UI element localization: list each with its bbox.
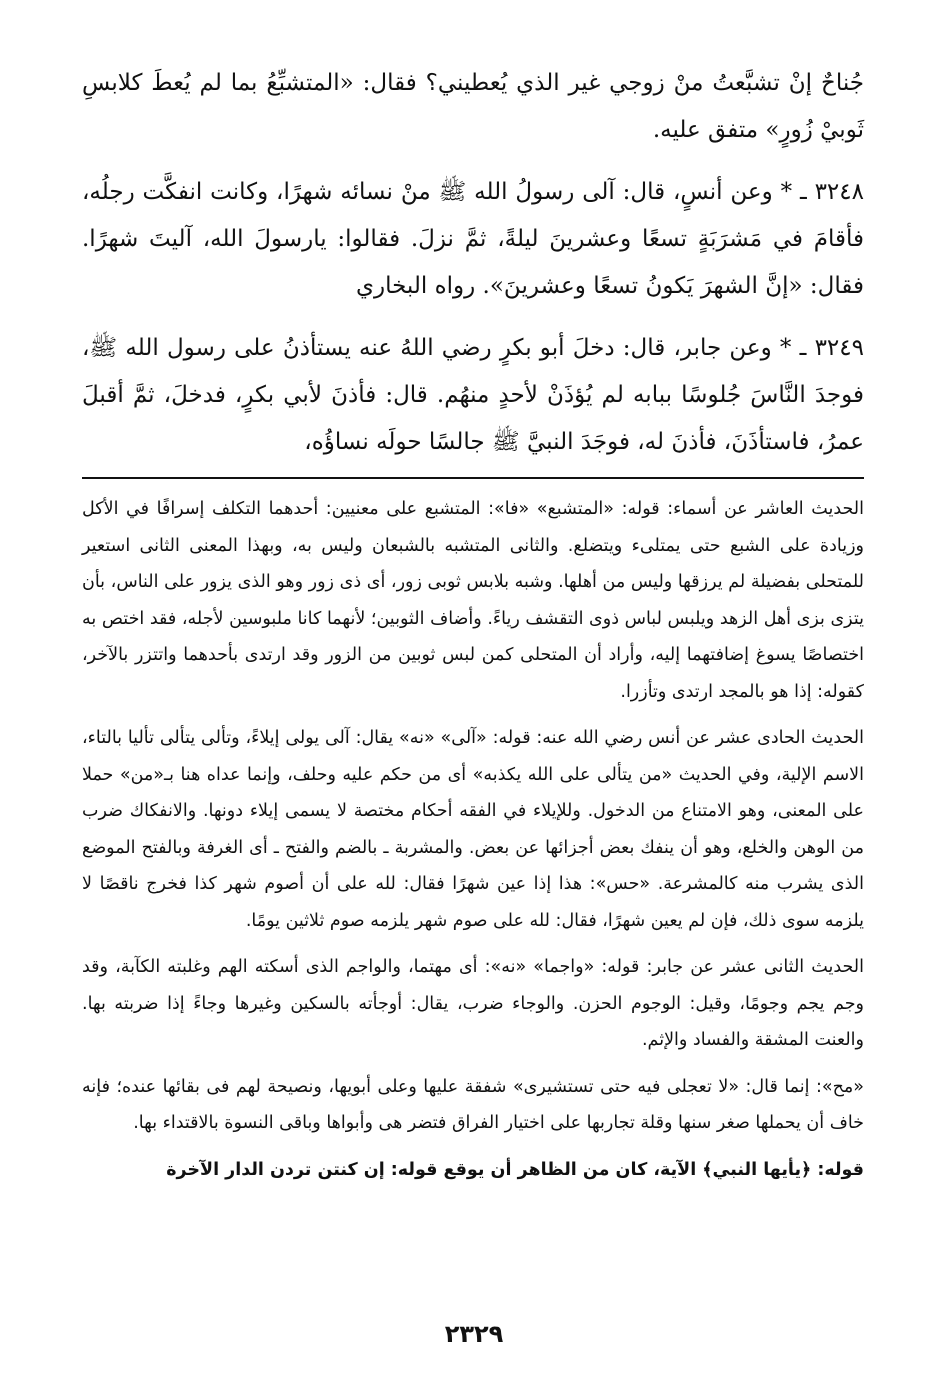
note-quran-verse: قوله: ﴿يأيها النبي﴾ الآية، كان من الظاهر أن يوقع قوله: إن كنتن تردن الدار الآخرة [166, 1159, 864, 1180]
hadith-text [82, 60, 864, 466]
commentary-notes [82, 491, 864, 1188]
hadith-paragraph-3249: ٣٢٤٩ ـ * وعن جابر، قال: دخلَ أبو بكرٍ رضي اللهُ عنه يستأذنُ على رسول الله ﷺ، فوجدَ النَّاسَ جُلوسًا ببابه لم يُؤذَنْ لأحدٍ منهُم. قال: فأذنَ لأبي بكرٍ، فدخلَ، ثمَّ أقبلَ عمرُ، فاستأذَنَ، فأذنَ له، فوجَدَ النبيَّ ﷺ جالسًا حولَه نساؤُه، [82, 335, 864, 455]
note-twelfth-hadith: الحديث الثانى عشر عن جابر: قوله: «واجما» «نه»: أى مهتما، والواجم الذى أسكته الهم وغلبته الكآبة، وقد وجم يجم وجومًا، وقيل: الوجوم الحزن. والوجاء ضرب، يقال: أوجأته بالسكين وغيرها وجاءً إذا ضربته بها. والعنت المشقة والفساد والإثم. [82, 957, 864, 1050]
note-tenth-hadith: الحديث العاشر عن أسماء: قوله: «المتشبع» «فا»: المتشبع على معنيين: أحدهما التكلف إسرافًا في الأكل وزيادة على الشبع حتى يمتلىء ويتضلع. والثانى المتشبه بالشبعان وليس به، وبهذا المعنى الثانى استعير للمتحلى بفضيلة لم يرزقها وليس من أهلها. وشبه بلابس ثوبى زور، أى ذى زور وهو الذى يزور على الناس، بأن يتزى بزى أهل الزهد ويلبس لباس ذوى التقشف رياءً. وأضاف الثوبين؛ لأنهما كانا ملبوسين لأجله، فقد اختص به اختصاصًا يسوغ إضافتهما إليه، وأراد أن المتحلى كمن لبس ثوبين من الزور وقد ارتدى بأحدهما واتتزر بالآخر، كقوله: إذا هو بالمجد ارتدى وتأزرا. [82, 499, 864, 702]
note-eleventh-hadith: الحديث الحادى عشر عن أنس رضي الله عنه: قوله: «آلى» «نه» يقال: آلى يولى إيلاءً، وتألى يتألى تأليا بالتاء، الاسم الإلية، وفي الحديث «من يتألى على الله يكذبه» أى من حكم عليه وحلف، وإنما عداه هنا بـ«من» حملا على المعنى، وهو الامتناع من الدخول. وللإيلاء في الفقه أحكام مختصة لا يسمى إيلاء دونها. والانفكاك ضرب من الوهن والخلع، وهو أن ينفك بعض أجزائها عن بعض. والمشربة ـ بالضم والفتح ـ أى الغرفة وبالفتح الموضع الذى يشرب منه كالمشرعة. «حس»: هذا إذا عين شهرًا فقال: لله على أن أصوم شهر كذا فخرج ناقصًا لا يلزمه سوى ذلك، فإن لم يعين شهرًا، فقال: لله على صوم شهر يلزمه صوم ثلاثين يومًا. [82, 728, 864, 931]
page-number: ٢٣٢٩ [444, 1320, 504, 1348]
note-mh: «مح»: إنما قال: «لا تعجلى فيه حتى تستشيرى» شفقة عليها وعلى أبويها، ونصيحة لهم فى بقائها عنده؛ فإنه خاف أن يحملها صغر سنها وقلة تجاربها على اختيار الفراق فتضر هى وأبواها وباقى النسوة بالاقتداء بها. [82, 1076, 864, 1133]
footnote-divider [82, 477, 864, 479]
hadith-paragraph-continuation: جُناحٌ إنْ تشبَّعتُ منْ زوجي غير الذي يُعطيني؟ فقال: «المتشبِّعُ بما لم يُعطَ كلابسِ ثَوبيْ زُورٍ» متفق عليه. [82, 70, 864, 143]
hadith-paragraph-3248: ٣٢٤٨ ـ * وعن أنسٍ، قال: آلى رسولُ الله ﷺ منْ نسائه شهرًا، وكانت انفكَّت رجلُه، فأقامَ في مَشرَبَةٍ تسعًا وعشرينَ ليلةً، ثمَّ نزلَ. فقالوا: يارسولَ الله، آليتَ شهرًا. فقال: «إنَّ الشهرَ يَكونُ تسعًا وعشرينَ». رواه البخاري [82, 179, 864, 299]
